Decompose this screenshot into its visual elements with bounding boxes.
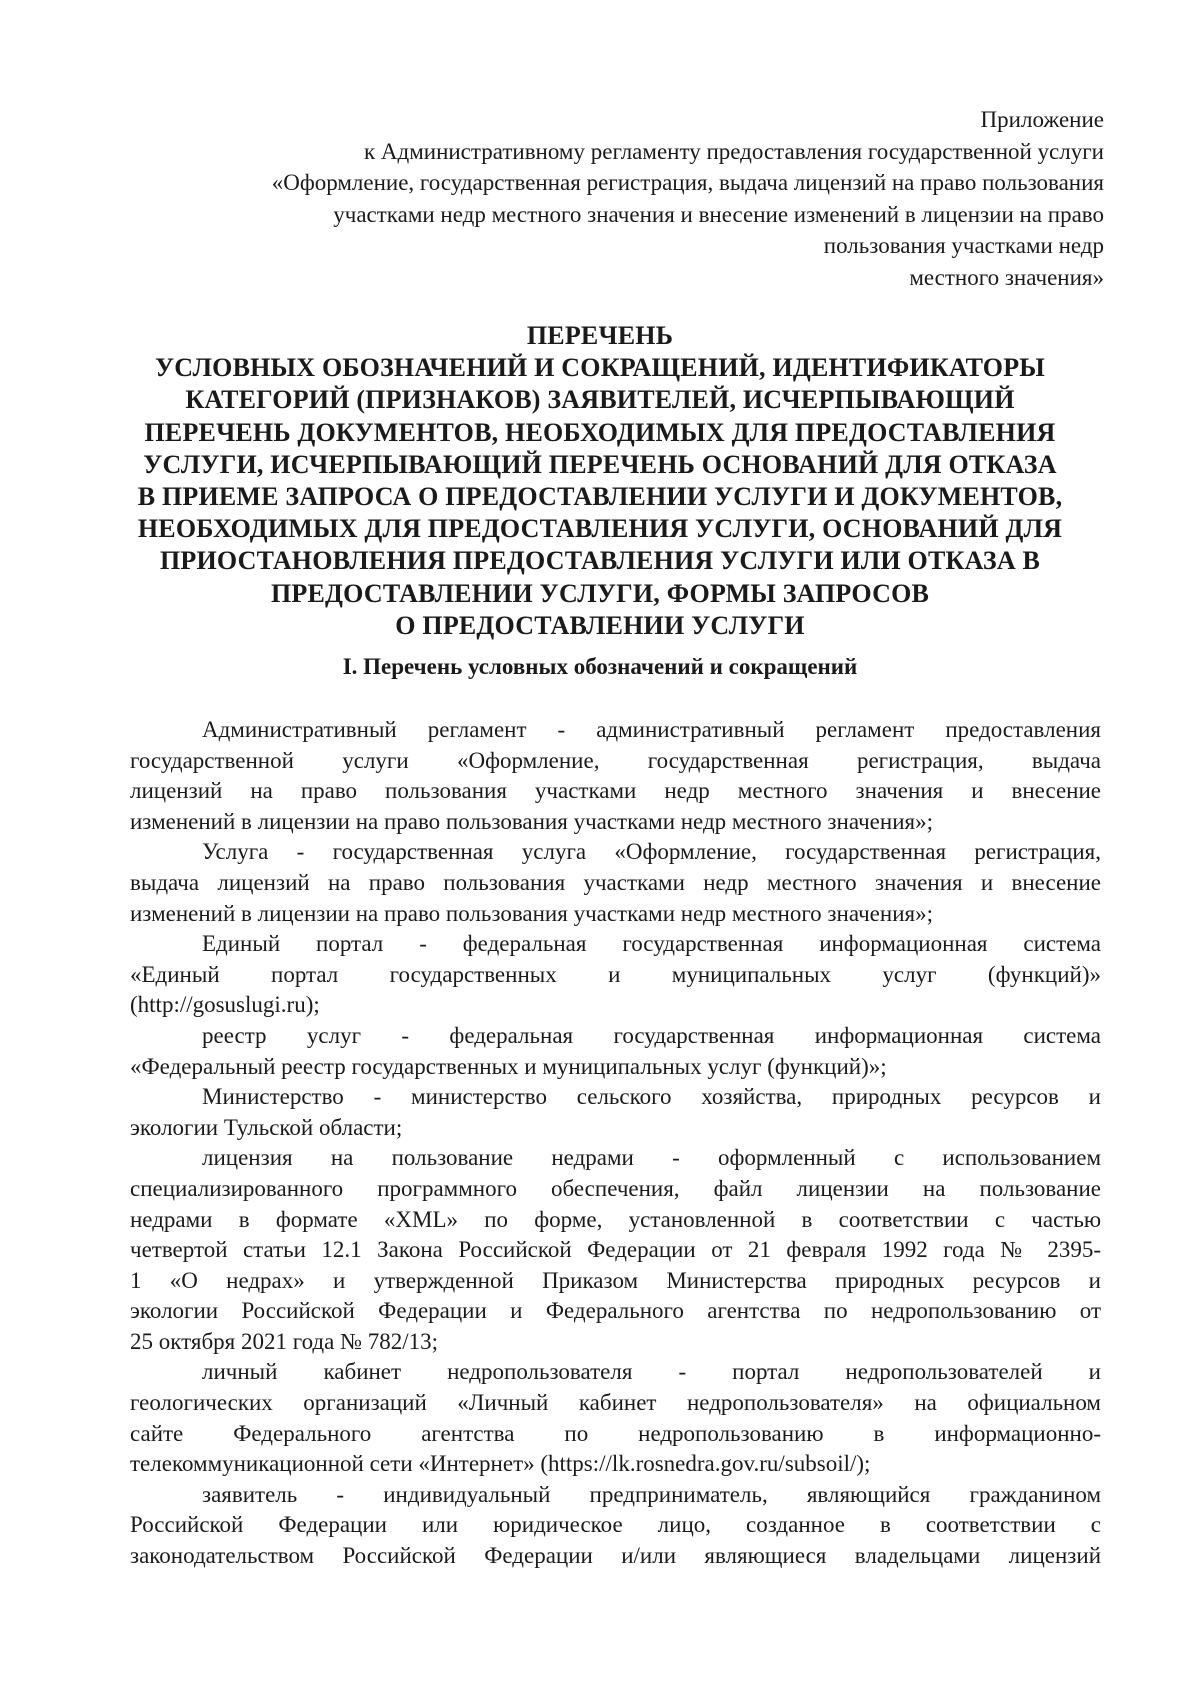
paragraph-line: (http://gosuslugi.ru);: [130, 992, 320, 1018]
paragraph-line: лицензия на пользование недрами - оформленный с использованием: [202, 1145, 1101, 1171]
paragraph: [130, 837, 1101, 929]
paragraph: [130, 715, 1101, 837]
paragraph-line: «Единый портал государственных и муниципальных услуг (функций)»: [130, 961, 1101, 987]
paragraph-line: реестр услуг - федеральная государственная информационная система: [202, 1022, 1101, 1048]
appendix-line: «Оформление, государственная регистрация, выдача лицензий на право пользования: [271, 170, 1104, 195]
paragraph-line: 25 октября 2021 года № 782/13;: [130, 1328, 439, 1354]
title-line: УСЛОВНЫХ ОБОЗНАЧЕНИЙ И СОКРАЩЕНИЙ, ИДЕНТИФИКАТОРЫ: [154, 353, 1046, 383]
paragraph-line: Министерство - министерство сельского хозяйства, природных ресурсов и: [202, 1084, 1101, 1110]
paragraph-line: сайте Федерального агентства по недропользованию в информационно-: [130, 1420, 1101, 1446]
title-line: ПЕРЕЧЕНЬ: [526, 321, 674, 350]
paragraph-line: выдача лицензий на право пользования участками недр местного значения и внесение: [130, 869, 1101, 895]
appendix-line: пользования участками недр: [823, 233, 1104, 258]
paragraph: [130, 1082, 1101, 1143]
paragraph-line: экологии Российской Федерации и Федерального агентства по недропользованию от: [130, 1298, 1101, 1324]
paragraph-line: государственной услуги «Оформление, государственная регистрация, выдача: [130, 747, 1101, 773]
paragraph: [130, 1480, 1101, 1572]
title-line: О ПРЕДОСТАВЛЕНИИ УСЛУГИ: [395, 610, 805, 640]
title-line: КАТЕГОРИЙ (ПРИЗНАКОВ) ЗАЯВИТЕЛЕЙ, ИСЧЕРПЫВАЮЩИЙ: [185, 385, 1015, 415]
title-line: ПРИОСТАНОВЛЕНИЯ ПРЕДОСТАВЛЕНИЯ УСЛУГИ ИЛИ ОТКАЗА В: [159, 546, 1041, 576]
paragraph-line: «Федеральный реестр государственных и муниципальных услуг (функций)»;: [130, 1053, 887, 1079]
appendix-line: Приложение: [980, 107, 1104, 132]
title-line: ПРЕДОСТАВЛЕНИИ УСЛУГИ, ФОРМЫ ЗАПРОСОВ: [270, 578, 930, 608]
paragraph-line: заявитель - индивидуальный предприниматель, являющийся гражданином: [202, 1481, 1101, 1507]
appendix-line: местного значения»: [909, 264, 1104, 290]
paragraph-line: четвертой статьи 12.1 Закона Российской Федерации от 21 февраля 1992 года № 2395-: [130, 1237, 1101, 1263]
title-line: ПЕРЕЧЕНЬ ДОКУМЕНТОВ, НЕОБХОДИМЫХ ДЛЯ ПРЕДОСТАВЛЕНИЯ: [144, 417, 1056, 447]
paragraph-line: изменений в лицензии на право пользования участками недр местного значения»;: [130, 808, 933, 834]
document-title: [130, 320, 1070, 642]
paragraph: [130, 929, 1101, 1021]
paragraph-line: недрами в формате «XML» по форме, установленной в соответствии с частью: [130, 1206, 1101, 1232]
paragraph-line: лицензий на право пользования участками недр местного значения и внесение: [130, 778, 1101, 804]
paragraph-line: специализированного программного обеспечения, файл лицензии на пользование: [130, 1175, 1101, 1201]
paragraph-line: Административный регламент - административный регламент предоставления: [202, 717, 1101, 742]
title-line: УСЛУГИ, ИСЧЕРПЫВАЮЩИЙ ПЕРЕЧЕНЬ ОСНОВАНИЙ ДЛЯ ОТКАЗА: [143, 449, 1057, 479]
paragraph-line: Единый портал - федеральная государственная информационная система: [202, 931, 1101, 957]
paragraph-line: Российской Федерации или юридическое лицо, созданное в соответствии с: [130, 1512, 1101, 1538]
paragraph-line: 1 «О недрах» и утвержденной Приказом Министерства природных ресурсов и: [130, 1267, 1101, 1293]
section-heading: I. Перечень условных обозначений и сокращений: [342, 654, 858, 679]
paragraph: [130, 1357, 1101, 1479]
paragraph-line: личный кабинет недропользователя - портал недропользователей и: [202, 1359, 1101, 1385]
paragraph: [130, 1021, 1101, 1082]
paragraph-line: изменений в лицензии на право пользования участками недр местного значения»;: [130, 900, 933, 926]
appendix-header: [114, 104, 1104, 293]
paragraph-line: экологии Тульской области;: [130, 1114, 403, 1140]
paragraph-line: телекоммуникационной сети «Интернет» (https://lk.rosnedra.gov.ru/subsoil/);: [130, 1451, 871, 1477]
body-text: [130, 715, 1101, 1572]
title-line: В ПРИЕМЕ ЗАПРОСА О ПРЕДОСТАВЛЕНИИ УСЛУГИ И ДОКУМЕНТОВ,: [137, 482, 1063, 512]
paragraph-line: законодательством Российской Федерации и/или являющиеся владельцами лицензий: [130, 1543, 1101, 1569]
paragraph-line: Услуга - государственная услуга «Оформление, государственная регистрация,: [202, 839, 1101, 865]
appendix-line: участками недр местного значения и внесение изменений в лицензии на право: [333, 201, 1104, 227]
title-line: НЕОБХОДИМЫХ ДЛЯ ПРЕДОСТАВЛЕНИЯ УСЛУГИ, ОСНОВАНИЙ ДЛЯ: [137, 514, 1063, 544]
paragraph-line: геологических организаций «Личный кабинет недропользователя» на официальном: [130, 1390, 1101, 1416]
paragraph: [130, 1143, 1101, 1357]
appendix-line: к Административному регламенту предоставления государственной услуги: [363, 138, 1104, 164]
